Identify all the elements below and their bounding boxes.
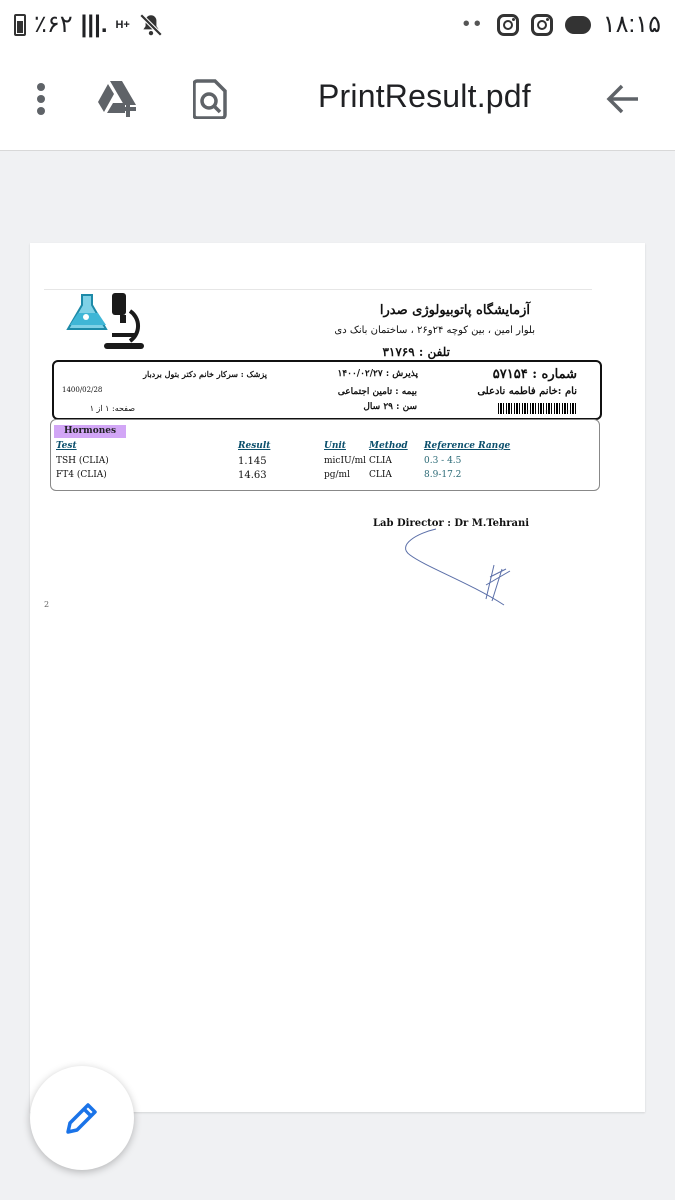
document-title: PrintResult.pdf bbox=[318, 78, 531, 114]
app-notification-icon bbox=[565, 16, 591, 34]
lab-name: آزمایشگاه پاتوبیولوژی صدرا bbox=[379, 303, 530, 318]
row-ref: 0.3 - 4.5 bbox=[424, 456, 462, 466]
row-method: CLIA bbox=[369, 470, 392, 480]
section-hormones: Hormones bbox=[54, 425, 126, 438]
barcode bbox=[498, 403, 578, 414]
battery-icon bbox=[14, 14, 26, 36]
doctor-name: پزشک : سرکار خانم دکتر بتول بردبار bbox=[143, 369, 267, 379]
header-rule bbox=[44, 289, 592, 290]
more-vert-icon bbox=[35, 82, 47, 116]
row-method: CLIA bbox=[369, 456, 392, 466]
back-button[interactable] bbox=[600, 76, 646, 122]
instagram-icon bbox=[497, 14, 519, 36]
row-test: TSH (CLIA) bbox=[56, 456, 109, 466]
row-unit: pg/ml bbox=[324, 470, 350, 480]
find-in-page-icon bbox=[193, 79, 227, 119]
row-result: 1.145 bbox=[238, 456, 267, 467]
more-options-button[interactable] bbox=[18, 76, 64, 122]
status-right bbox=[463, 10, 661, 39]
row-test: FT4 (CLIA) bbox=[56, 470, 107, 480]
network-type: H+ bbox=[115, 18, 130, 31]
edit-button[interactable] bbox=[30, 1066, 134, 1170]
signature bbox=[398, 525, 516, 615]
back-arrow-icon bbox=[606, 84, 640, 114]
insurance: بیمه : تامین اجتماعی bbox=[337, 387, 417, 397]
record-number: شماره : ۵۷۱۵۴ bbox=[492, 367, 577, 382]
patient-age: سن : ۲۹ سال bbox=[363, 402, 417, 412]
app-toolbar bbox=[0, 48, 675, 151]
page-number: 2 bbox=[44, 600, 50, 609]
col-reference-range: Reference Range bbox=[424, 441, 511, 451]
status-bar bbox=[0, 0, 675, 48]
admission-date: پذیرش : ۱۴۰۰/۰۲/۲۷ bbox=[337, 369, 418, 379]
find-in-page-button[interactable] bbox=[187, 76, 233, 122]
page-indicator: صفحه: ۱ از ۱ bbox=[89, 404, 135, 413]
instagram-icon-2 bbox=[531, 14, 553, 36]
lab-address: بلوار امین ، بین کوچه ۲۴و۲۶ ، ساختمان بانک دی bbox=[334, 325, 535, 336]
row-result: 14.63 bbox=[238, 470, 267, 481]
patient-name: نام :خانم فاطمه نادعلی bbox=[477, 386, 577, 397]
signal-icon: |||. bbox=[80, 10, 108, 38]
lab-director: Lab Director : Dr M.Tehrani bbox=[373, 518, 530, 529]
report-date: 1400/02/28 bbox=[62, 386, 103, 394]
drive-add-icon bbox=[96, 79, 142, 119]
lab-microscope-logo bbox=[64, 291, 150, 353]
add-to-drive-button[interactable] bbox=[96, 76, 142, 122]
lab-phone: تلفن : ۳۱۷۶۹ bbox=[382, 345, 450, 359]
battery-percent: ٪۶۲ bbox=[34, 11, 73, 38]
status-left bbox=[14, 10, 164, 39]
mute-icon bbox=[138, 12, 164, 38]
col-method: Method bbox=[369, 441, 408, 451]
col-result: Result bbox=[238, 441, 271, 451]
row-unit: micIU/ml bbox=[324, 456, 367, 466]
row-ref: 8.9-17.2 bbox=[424, 470, 462, 480]
results-box bbox=[50, 419, 600, 491]
more-notifications-icon: •• bbox=[462, 13, 485, 35]
clock: ۱۸:۱۵ bbox=[602, 11, 661, 38]
pdf-page[interactable] bbox=[30, 243, 645, 1112]
col-test: Test bbox=[56, 441, 77, 451]
col-unit: Unit bbox=[324, 441, 346, 451]
edit-pencil-icon bbox=[64, 1100, 100, 1136]
